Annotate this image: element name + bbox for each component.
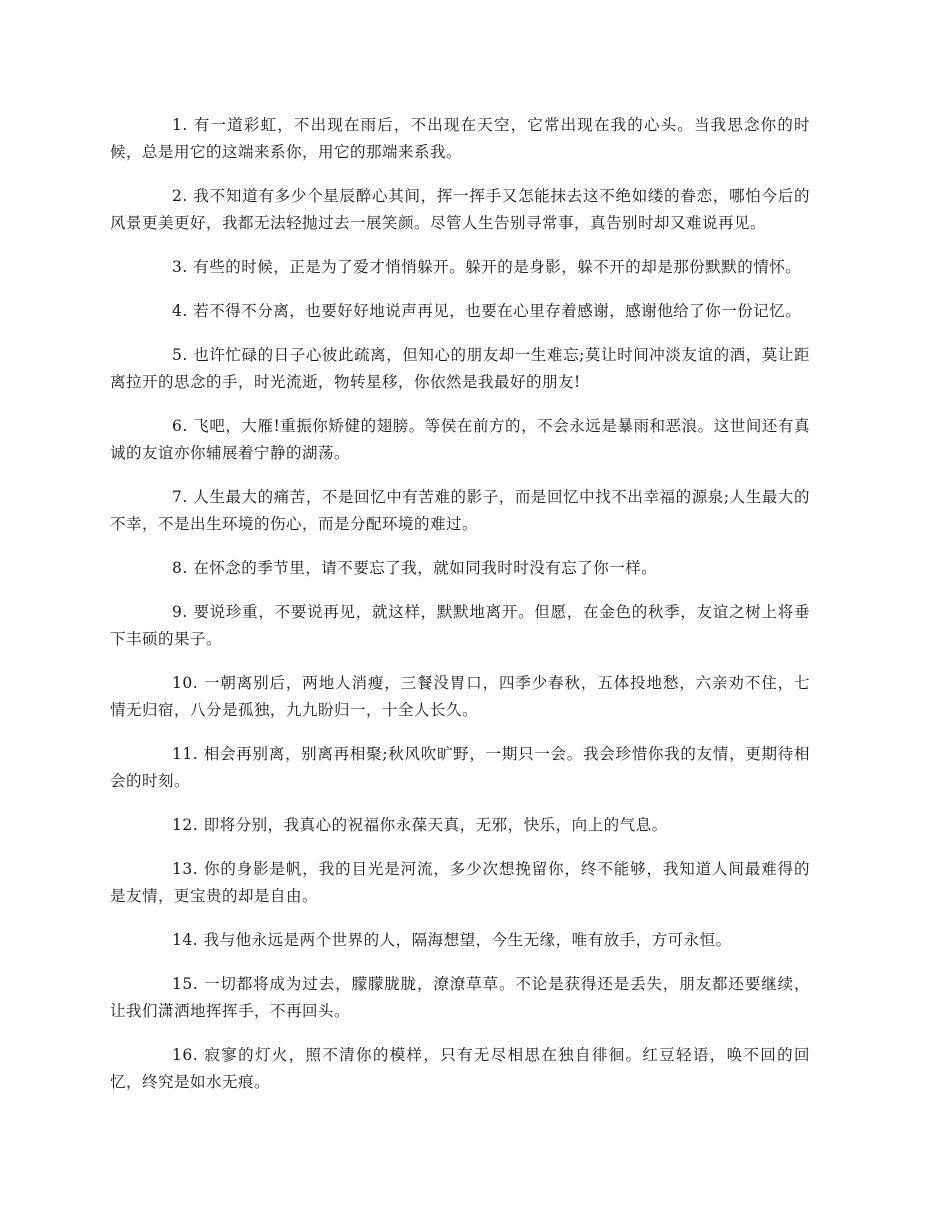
- paragraph-11: 11. 相会再别离，别离再相聚;秋风吹旷野，一期只一会。我会珍惜你我的友情，更期待相会的时刻。: [110, 745, 810, 790]
- paragraph-13: 13. 你的身影是帆，我的目光是河流，多少次想挽留你，终不能够，我知道人间最难得的是友情，更宝贵的却是自由。: [110, 860, 810, 905]
- paragraph-15: 15. 一切都将成为过去，朦朦胧胧，潦潦草草。不论是获得还是丢失，朋友都还要继续，让我们潇洒地挥挥手，不再回头。: [110, 975, 810, 1020]
- paragraph-4: 4. 若不得不分离，也要好好地说声再见，也要在心里存着感谢，感谢他给了你一份记忆。: [172, 302, 802, 320]
- paragraph-14: 14. 我与他永远是两个世界的人，隔海想望，今生无缘，唯有放手，方可永恒。: [172, 931, 732, 949]
- paragraph-16: 16. 寂寥的灯火，照不清你的模样，只有无尽相思在独自徘徊。红豆轻语，唤不回的回忆，终究是如水无痕。: [110, 1046, 810, 1091]
- paragraph-5: 5. 也许忙碌的日子心彼此疏离，但知心的朋友却一生难忘;莫让时间冲淡友谊的酒，莫让距离拉开的思念的手，时光流逝，物转星移，你依然是我最好的朋友!: [110, 346, 810, 391]
- paragraph-6: 6. 飞吧，大雁!重振你矫健的翅膀。等侯在前方的，不会永远是暴雨和恶浪。这世间还有真诚的友谊亦你辅展着宁静的湖荡。: [110, 417, 810, 462]
- paragraph-10: 10. 一朝离别后，两地人消瘦，三餐没胃口，四季少春秋，五体投地愁，六亲劝不住，七情无归宿，八分是孤独，九九盼归一，十全人长久。: [110, 674, 810, 719]
- document-body: [110, 112, 810, 1113]
- paragraph-12: 12. 即将分别，我真心的祝福你永葆天真，无邪，快乐，向上的气息。: [172, 816, 668, 834]
- paragraph-9: 9. 要说珍重，不要说再见，就这样，默默地离开。但愿，在金色的秋季，友谊之树上将垂下丰硕的果子。: [110, 603, 810, 648]
- paragraph-2: 2. 我不知道有多少个星辰醉心其间，挥一挥手又怎能抹去这不绝如缕的眷恋，哪怕今后的风景更美更好，我都无法轻抛过去一展笑颜。尽管人生告别寻常事，真告别时却又难说再见。: [110, 187, 810, 232]
- paragraph-1: 1. 有一道彩虹，不出现在雨后，不出现在天空，它常出现在我的心头。当我思念你的时候，总是用它的这端来系你，用它的那端来系我。: [110, 116, 810, 161]
- paragraph-8: 8. 在怀念的季节里，请不要忘了我，就如同我时时没有忘了你一样。: [172, 559, 658, 577]
- paragraph-7: 7. 人生最大的痛苦，不是回忆中有苦难的影子，而是回忆中找不出幸福的源泉;人生最大的不幸，不是出生环境的伤心，而是分配环境的难过。: [110, 488, 810, 533]
- paragraph-3: 3. 有些的时候，正是为了爱才悄悄躲开。躲开的是身影，躲不开的却是那份默默的情怀。: [172, 258, 802, 276]
